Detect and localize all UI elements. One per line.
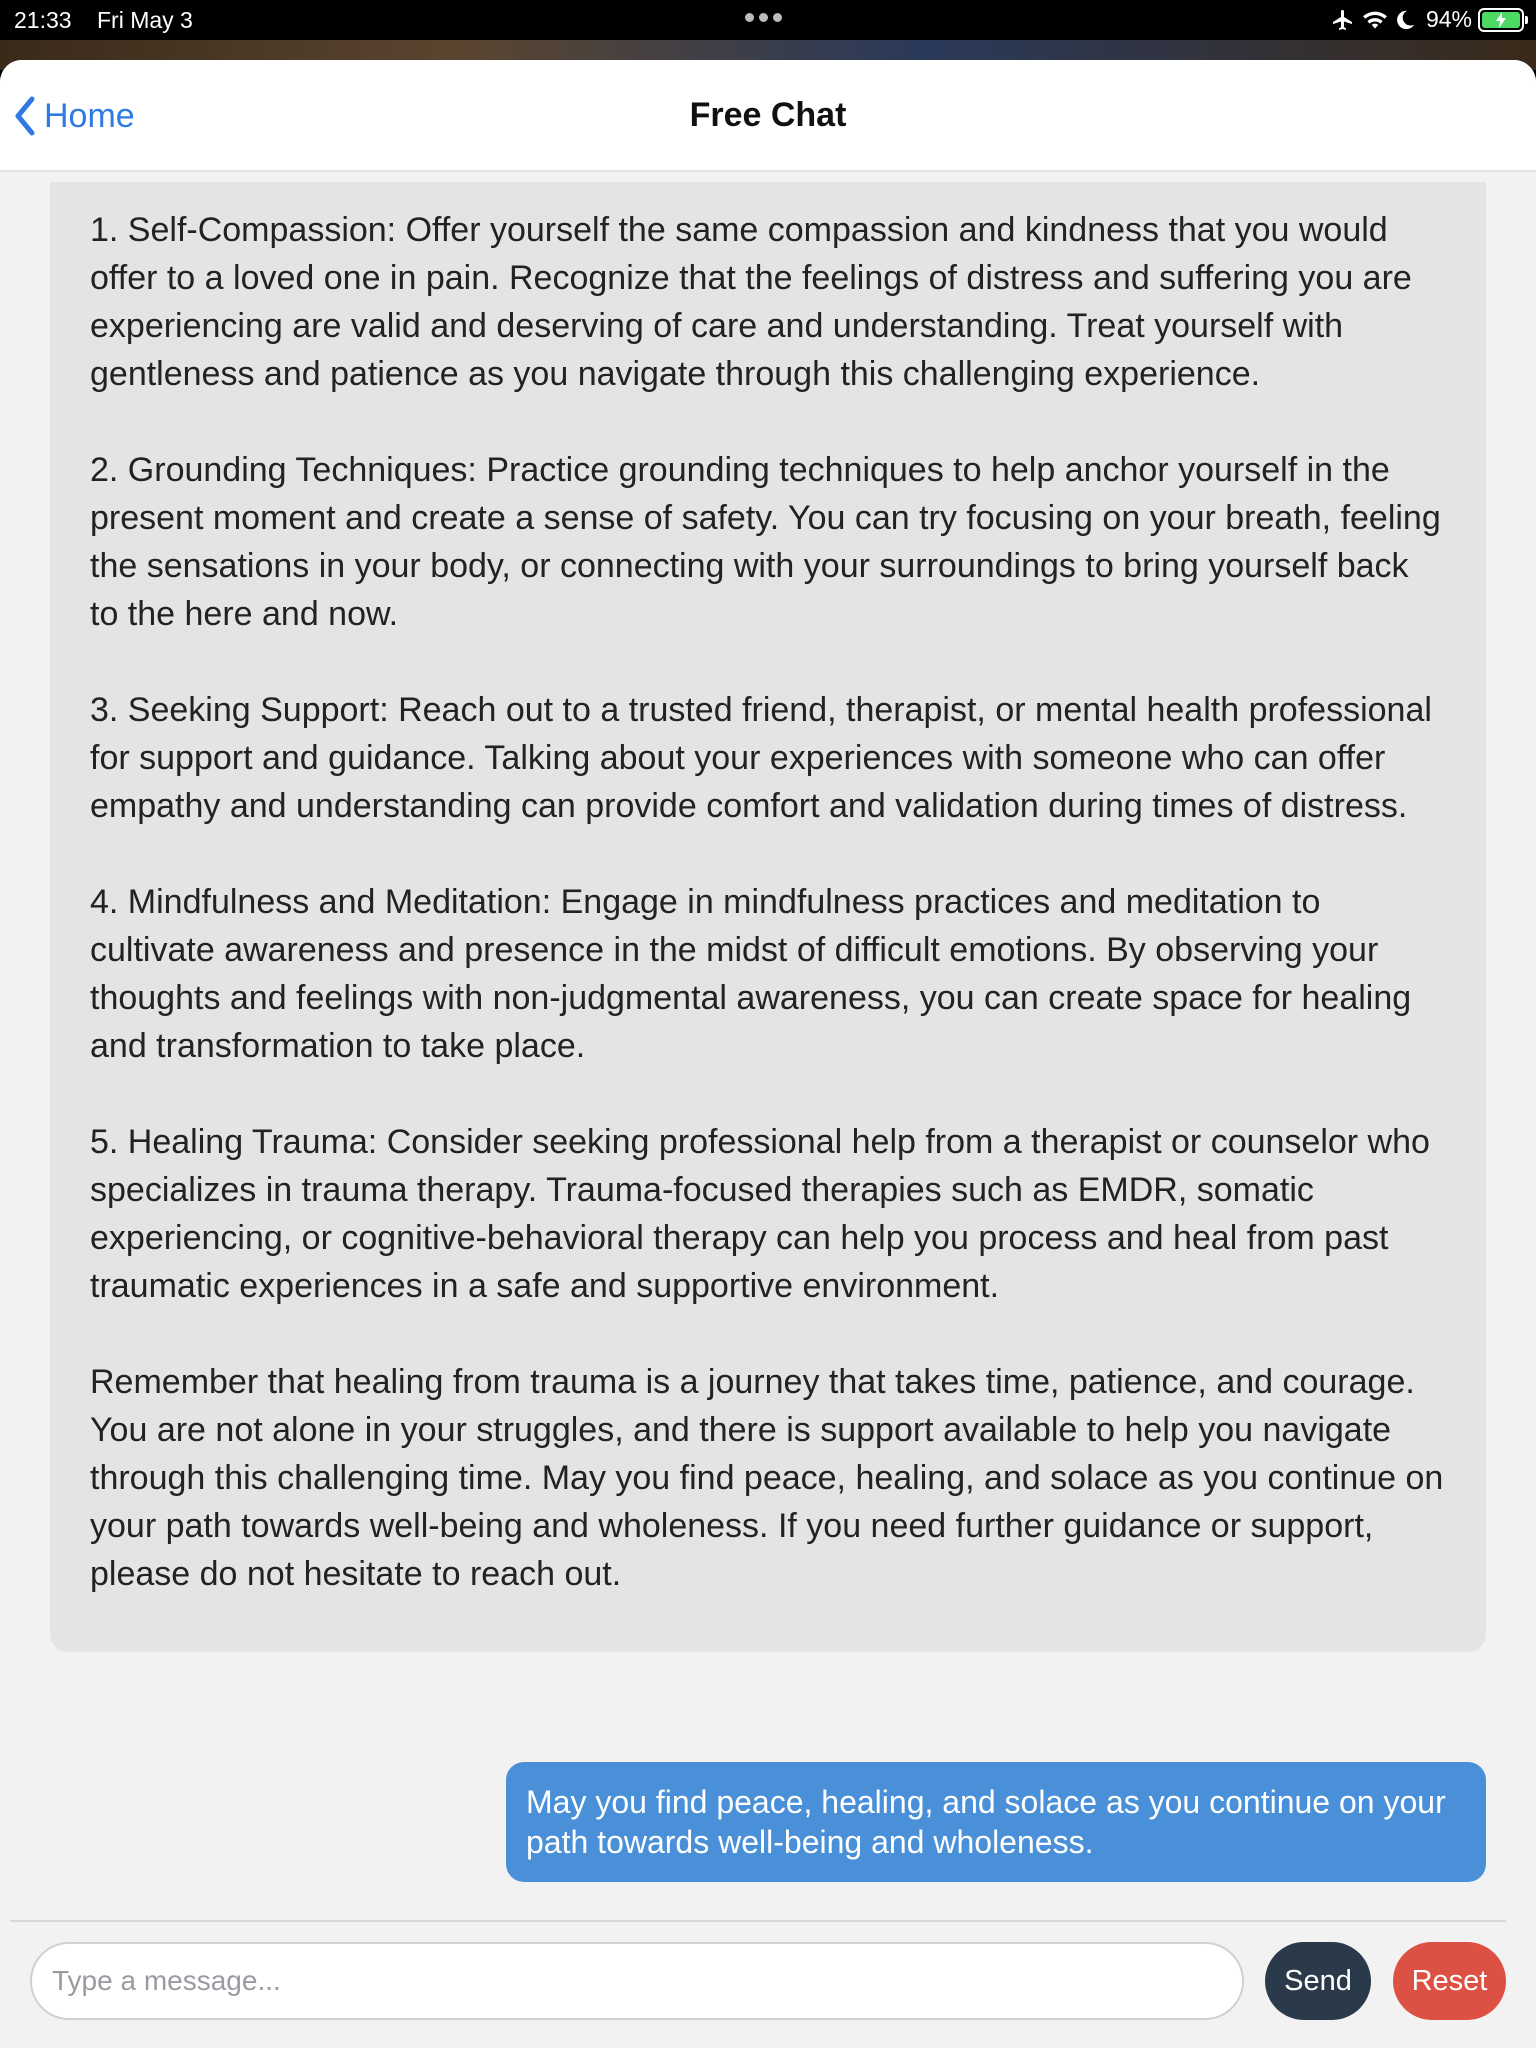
status-date: Fri May 3 [97,7,193,33]
composer-divider [10,1920,1506,1922]
battery-charging-icon [1478,8,1524,32]
bot-message-paragraph: Remember that healing from trauma is a journey that takes time, patience, and courage. You are not alone in your struggles, and there is support available to help you navigate through this challenging time. May you find peace, healing, and solace as you continue on your path towards well-being and wholeness. If you need further guidance or support, please do not hesitate to reach out. [90,1363,1444,1593]
moon-icon [1394,9,1416,31]
reset-button[interactable]: Reset [1393,1942,1506,2020]
bot-message-paragraph: 3. Seeking Support: Reach out to a trusted friend, therapist, or mental health professional for support and guidance. Talking about your experiences with someone who can offer empathy and understanding can provide comfort and validation during times of distress. [90,691,1432,825]
status-time: 21:33 [14,7,72,33]
bot-message-bubble [50,182,1486,1652]
chat-scroll-area[interactable] [0,172,1536,1912]
airplane-icon [1330,8,1356,32]
bot-message-paragraph: 4. Mindfulness and Meditation: Engage in mindfulness practices and meditation to cultivate awareness and presence in the midst of difficult emotions. By observing your thoughts and feelings with non-judgmental awareness, you can create space for healing and transformation to take place. [90,883,1412,1065]
bot-message-paragraph: 1. Self-Compassion: Offer yourself the same compassion and kindness that you would offer to a loved one in pain. Recognize that the feelings of distress and suffering you are experiencing are valid and deserving of care and understanding. Treat yourself with gentleness and patience as you navigate through this challenging experience. [90,211,1412,393]
navigation-bar [0,60,1536,172]
bot-message-paragraph: 5. Healing Trauma: Consider seeking professional help from a therapist or counselor who specializes in trauma therapy. Trauma-focused therapies such as EMDR, somatic experiencing, or cognitive-behavioral therapy can help you process and heal from past traumatic experiences in a safe and supportive environment. [90,1123,1430,1305]
wifi-icon [1362,9,1388,31]
page-title: Free Chat [689,96,847,134]
bot-message-paragraph: 2. Grounding Techniques: Practice grounding techniques to help anchor yourself in the present moment and create a sense of safety. You can try focusing on your breath, feeling the sensations in your body, or connecting with your surroundings to bring yourself back to the here and now. [90,451,1441,633]
status-bar [0,0,1536,40]
message-input[interactable] [30,1942,1244,2020]
message-composer [0,1940,1536,2048]
battery-percent: 94% [1425,6,1472,32]
app-sheet [0,60,1536,2048]
user-message-bubble: May you find peace, healing, and solace as you continue on your path towards well-being and wholeness. [506,1762,1486,1882]
multitasking-dots-icon[interactable] [745,13,782,22]
send-button[interactable]: Send [1265,1942,1371,2020]
back-button-label: Home [44,96,135,135]
